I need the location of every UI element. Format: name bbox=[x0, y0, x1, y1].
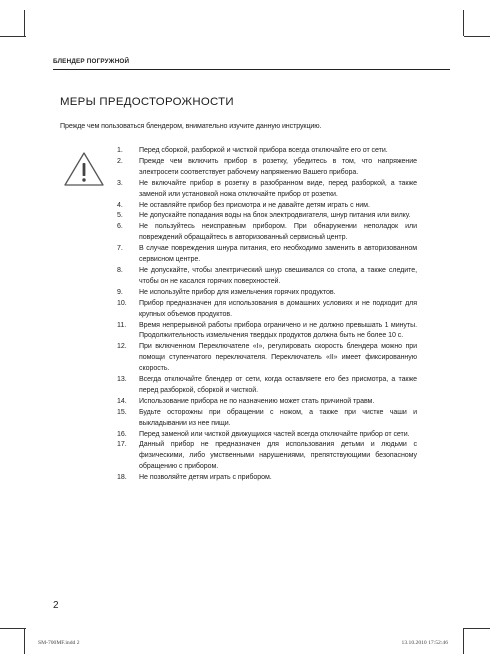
crop-mark bbox=[464, 628, 490, 629]
list-item-text: Использование прибора не по назначению может стать причиной травм. bbox=[139, 397, 375, 405]
list-item-number: 4. bbox=[117, 201, 123, 209]
list-item-number: 8. bbox=[117, 266, 123, 274]
list-item-number: 15. bbox=[117, 408, 127, 416]
intro-text: Прежде чем пользоваться блендером, внимательно изучите данную инструкцию. bbox=[60, 122, 322, 130]
list-item bbox=[117, 157, 417, 179]
list-item bbox=[117, 430, 417, 441]
list-item-number: 14. bbox=[117, 397, 127, 405]
section-title: МЕРЫ ПРЕДОСТОРОЖНОСТИ bbox=[60, 96, 234, 108]
list-item-text: Прежде чем включить прибор в розетку, убедитесь в том, что напряжение электросети соответствует рабочему напряжению Вашего прибора. bbox=[139, 157, 417, 176]
list-item bbox=[117, 440, 417, 473]
list-item-text: Время непрерывной работы прибора ограничено и не должно превышать 1 минуты. Продолжительность измельчения твердых продуктов должна быть не более 10 с. bbox=[139, 321, 417, 340]
list-item bbox=[117, 179, 417, 201]
list-item-number: 3. bbox=[117, 179, 123, 187]
list-item-text: Перед заменой или чисткой движущихся частей всегда отключайте прибор от сети. bbox=[139, 430, 410, 438]
list-item-text: Прибор предназначен для использования в домашних условиях и не подходит для крупных объемов продуктов. bbox=[139, 299, 417, 318]
list-item-text: Не включайте прибор в розетку в разобранном виде, перед разборкой, а также заменой или установкой ножа отключайте прибор от розетки. bbox=[139, 179, 417, 198]
list-item bbox=[117, 201, 417, 212]
running-header: БЛЕНДЕР ПОГРУЖНОЙ bbox=[53, 58, 130, 65]
list-item bbox=[117, 299, 417, 321]
list-item-number: 2. bbox=[117, 157, 123, 165]
crop-mark bbox=[24, 628, 25, 654]
list-item-text: Перед сборкой, разборкой и чисткой прибора всегда отключайте его от сети. bbox=[139, 147, 388, 154]
list-item bbox=[117, 375, 417, 397]
list-item-number: 7. bbox=[117, 245, 123, 253]
list-item-number: 18. bbox=[117, 474, 127, 482]
list-item bbox=[117, 211, 417, 222]
list-item-number: 10. bbox=[117, 299, 127, 307]
list-item-number: 6. bbox=[117, 223, 123, 231]
list-item-text: Не пользуйтесь неисправным прибором. При обнаружении неполадок или повреждений обращайтесь в авторизованный сервисный центр. bbox=[139, 223, 417, 242]
list-item-number: 12. bbox=[117, 343, 127, 351]
list-item-text: Не позволяйте детям играть с прибором. bbox=[139, 474, 272, 482]
list-item-text: Не допускайте попадания воды на блок электродвигателя, шнур питания или вилку. bbox=[139, 212, 411, 220]
list-item-number: 17. bbox=[117, 441, 127, 449]
list-item bbox=[117, 342, 417, 375]
list-item bbox=[117, 266, 417, 288]
crop-mark bbox=[0, 628, 26, 629]
list-item bbox=[117, 408, 417, 430]
list-item-number: 13. bbox=[117, 376, 127, 384]
list-item-number: 11. bbox=[117, 321, 127, 329]
page-number: 2 bbox=[53, 600, 59, 611]
list-item bbox=[117, 321, 417, 343]
footer-filename: SM-700MF.indd 2 bbox=[38, 640, 80, 646]
list-item bbox=[117, 244, 417, 266]
list-item bbox=[117, 473, 417, 484]
crop-mark bbox=[24, 10, 25, 36]
list-item-number: 9. bbox=[117, 288, 123, 296]
list-item-number: 5. bbox=[117, 212, 123, 220]
footer-timestamp: 13.10.2010 17:52:46 bbox=[401, 640, 448, 646]
list-item bbox=[117, 146, 417, 157]
crop-mark bbox=[0, 36, 26, 37]
list-item-text: Не допускайте, чтобы электрический шнур свешивался со стола, а также следите, чтобы он не касался горячих поверхностей. bbox=[139, 266, 417, 285]
precautions-list bbox=[117, 146, 417, 484]
warning-triangle-icon bbox=[63, 151, 105, 187]
list-item-text: Будьте осторожны при обращении с ножом, а также при чистке чаши и выкладывании из нее пищи. bbox=[139, 408, 417, 427]
list-item bbox=[117, 222, 417, 244]
crop-mark bbox=[463, 10, 464, 36]
list-item bbox=[117, 288, 417, 299]
crop-mark bbox=[464, 36, 490, 37]
header-divider bbox=[53, 69, 450, 70]
list-item-text: Всегда отключайте блендер от сети, когда оставляете его без присмотра, а также перед разборкой, сборкой и чисткой. bbox=[139, 376, 417, 394]
list-item-text: Данный прибор не предназначен для использования детьми и людьми с физическими, либо умственными нарушениями, препятствующими безопасному обращению с прибором. bbox=[139, 441, 417, 471]
list-item-text: Не используйте прибор для измельчения горячих продуктов. bbox=[139, 288, 336, 296]
list-item-text: В случае повреждения шнура питания, его необходимо заменить в авторизованном сервисном центре. bbox=[139, 245, 417, 264]
list-item-number: 1. bbox=[117, 147, 123, 154]
list-item-text: Не оставляйте прибор без присмотра и не давайте детям играть с ним. bbox=[139, 201, 370, 209]
list-item-text: При включенном Переключателе «I», регулировать скорость блендера можно при помощи ступенчатого переключателя. Переключатель «II» имеет фиксированную скорость. bbox=[139, 343, 417, 373]
list-item bbox=[117, 397, 417, 408]
crop-mark bbox=[463, 628, 464, 654]
list-item-number: 16. bbox=[117, 430, 127, 438]
